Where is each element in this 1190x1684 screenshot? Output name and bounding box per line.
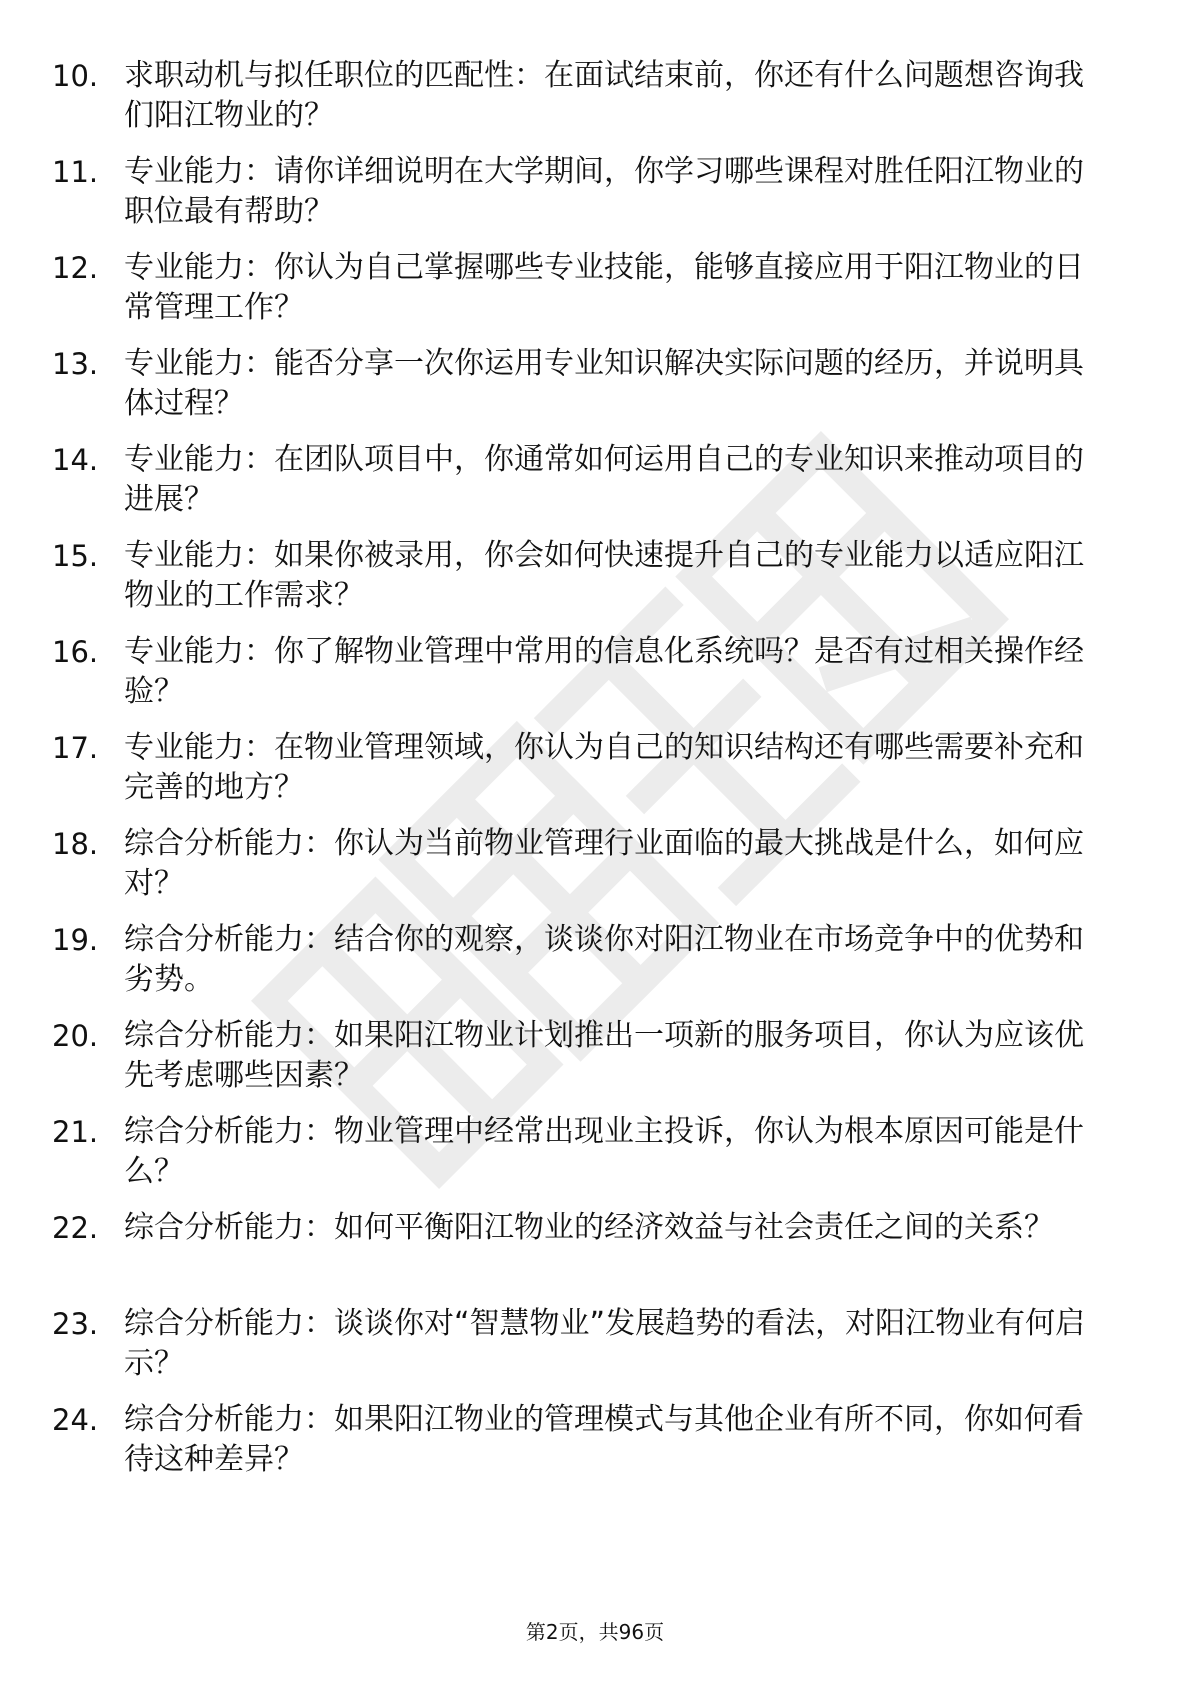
list-item — [52, 824, 1112, 920]
list-item — [52, 728, 1112, 824]
question-number: 14. — [52, 443, 99, 477]
question-number: 22. — [52, 1211, 99, 1245]
list-item — [52, 1016, 1112, 1112]
question-number: 19. — [52, 923, 99, 957]
question-text: 专业能力：请你详细说明在大学期间，你学习哪些课程对胜任阳江物业的职位最有帮助？ — [124, 154, 1084, 229]
question-text: 专业能力：你认为自己掌握哪些专业技能，能够直接应用于阳江物业的日常管理工作？ — [124, 250, 1084, 325]
question-text: 求职动机与拟任职位的匹配性：在面试结束前，你还有什么问题想咨询我们阳江物业的？ — [124, 58, 1084, 133]
list-item — [52, 1112, 1112, 1208]
question-text: 专业能力：在物业管理领域，你认为自己的知识结构还有哪些需要补充和完善的地方？ — [124, 730, 1084, 805]
question-text: 专业能力：你了解物业管理中常用的信息化系统吗？是否有过相关操作经验？ — [124, 634, 1084, 709]
question-text: 综合分析能力：谈谈你对“智慧物业”发展趋势的看法，对阳江物业有何启示？ — [124, 1306, 1086, 1381]
question-list — [52, 56, 1112, 1496]
page-number-label: 第2页，共96页 — [525, 1620, 665, 1644]
question-text: 综合分析能力：结合你的观察，谈谈你对阳江物业在市场竞争中的优势和劣势。 — [124, 922, 1084, 997]
list-item — [52, 920, 1112, 1016]
question-number: 18. — [52, 827, 99, 861]
question-number: 10. — [52, 59, 99, 93]
question-number: 11. — [52, 155, 99, 189]
question-text: 综合分析能力：物业管理中经常出现业主投诉，你认为根本原因可能是什么？ — [124, 1114, 1084, 1189]
question-text: 专业能力：在团队项目中，你通常如何运用自己的专业知识来推动项目的进展？ — [124, 442, 1084, 517]
question-text: 综合分析能力：如果阳江物业计划推出一项新的服务项目，你认为应该优先考虑哪些因素？ — [124, 1018, 1084, 1093]
question-number: 13. — [52, 347, 99, 381]
question-text: 专业能力：如果你被录用，你会如何快速提升自己的专业能力以适应阳江物业的工作需求？ — [124, 538, 1084, 613]
question-number: 24. — [52, 1403, 99, 1437]
question-number: 17. — [52, 731, 99, 765]
question-number: 12. — [52, 251, 99, 285]
list-item — [52, 248, 1112, 344]
question-text: 综合分析能力：如何平衡阳江物业的经济效益与社会责任之间的关系？ — [124, 1210, 1054, 1245]
list-item — [52, 536, 1112, 632]
list-item — [52, 1304, 1112, 1400]
page-footer — [0, 1618, 1190, 1646]
question-number: 15. — [52, 539, 99, 573]
question-number: 20. — [52, 1019, 99, 1053]
question-number: 23. — [52, 1307, 99, 1341]
list-item — [52, 152, 1112, 248]
question-text: 综合分析能力：如果阳江物业的管理模式与其他企业有所不同，你如何看待这种差异？ — [124, 1402, 1084, 1477]
question-text: 综合分析能力：你认为当前物业管理行业面临的最大挑战是什么，如何应对？ — [124, 826, 1084, 901]
list-item — [52, 440, 1112, 536]
question-number: 21. — [52, 1115, 99, 1149]
question-text: 专业能力：能否分享一次你运用专业知识解决实际问题的经历，并说明具体过程？ — [124, 346, 1084, 421]
list-item — [52, 1208, 1112, 1304]
list-item — [52, 56, 1112, 152]
list-item — [52, 344, 1112, 440]
list-item — [52, 632, 1112, 728]
list-item — [52, 1400, 1112, 1496]
question-number: 16. — [52, 635, 99, 669]
